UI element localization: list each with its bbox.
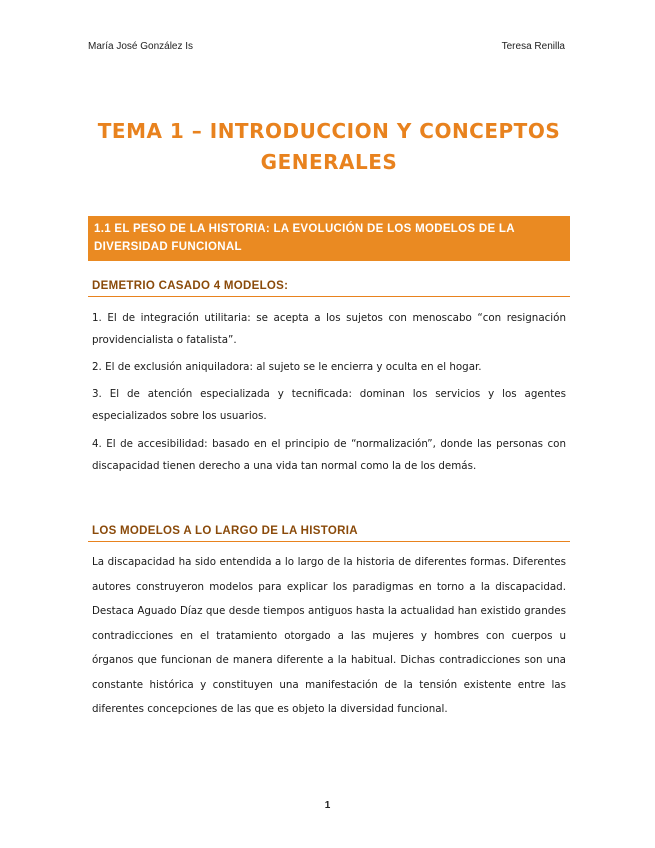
page-number: 1 xyxy=(324,800,331,811)
subsection-heading-historia: LOS MODELOS A LO LARGO DE LA HISTORIA xyxy=(88,525,570,542)
subsection-heading-modelos: DEMETRIO CASADO 4 MODELOS: xyxy=(88,280,570,297)
body-paragraph: La discapacidad ha sido entendida a lo largo de la historia de diferentes formas. Diferentes autores construyeron modelos para explicar los paradigmas en torno a la discapacidad. Destaca Aguado Díaz que desde tiempos antiguos hasta la actualidad han existido grandes contradicciones en el tratamiento otorgado a las mujeres y hombres con cuerpos u órganos que funcionan de manera diferente a la habitual. Dichas contradicciones son una constante histórica y constituyen una manifestación de la tensión existente entre las diferentes concepciones de las que es objeto la diversidad funcional. xyxy=(92,556,566,715)
list-item: 3. El de atención especializada y tecnificada: dominan los servicios y los agentes especializados sobre los usuarios. xyxy=(92,388,566,422)
list-item: 1. El de integración utilitaria: se acepta a los sujetos con menoscabo “con resignación providencialista o fatalista”. xyxy=(92,312,566,346)
header-author-right: Teresa Renilla xyxy=(501,41,565,52)
page-title: TEMA 1 – INTRODUCCION Y CONCEPTOS GENERALES xyxy=(97,119,561,174)
list-item: 4. El de accesibilidad: basado en el principio de “normalización”, donde las personas con discapacidad tienen derecho a una vida tan normal como la de los demás. xyxy=(92,438,566,472)
header-author-left: María José González Is xyxy=(88,41,194,52)
section-heading-band: 1.1 EL PESO DE LA HISTORIA: LA EVOLUCIÓN DE LOS MODELOS DE LA DIVERSIDAD FUNCIONAL xyxy=(88,216,570,261)
list-item: 2. El de exclusión aniquiladora: al sujeto se le encierra y oculta en el hogar. xyxy=(92,361,482,373)
